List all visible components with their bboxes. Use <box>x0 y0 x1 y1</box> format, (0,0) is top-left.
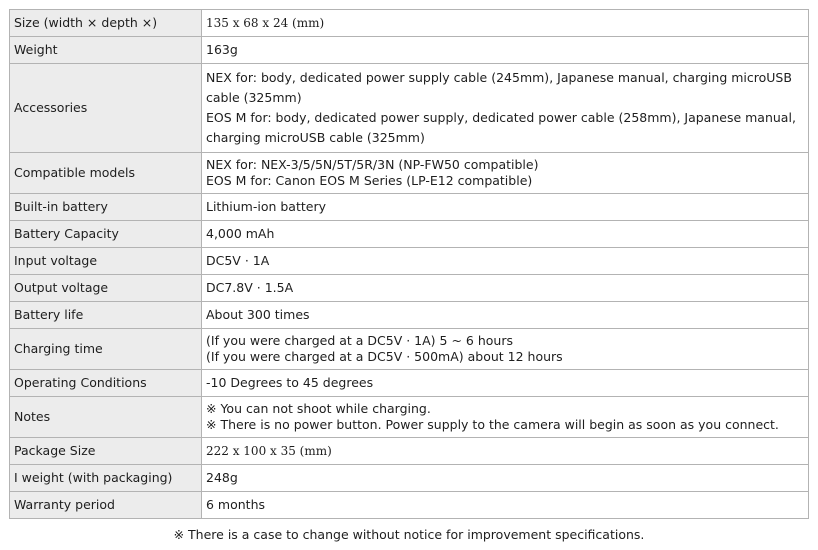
value-line: DC7.8V · 1.5A <box>206 280 294 295</box>
row-value-warranty-period <box>202 492 809 519</box>
table-row <box>10 438 809 465</box>
value-line: 163g <box>206 42 238 57</box>
value-line: 135 x 68 x 24 (mm) <box>206 16 325 30</box>
table-row <box>10 329 809 370</box>
row-value-battery-capacity <box>202 221 809 248</box>
row-value-battery-life <box>202 302 809 329</box>
row-value-package-size <box>202 438 809 465</box>
value-line: 222 x 100 x 35 (mm) <box>206 444 332 458</box>
row-label-size: Size (width × depth ×) <box>10 10 202 37</box>
row-label-package-size: Package Size <box>10 438 202 465</box>
row-label-packaged-weight: I weight (with packaging) <box>10 465 202 492</box>
row-label-built-in-battery: Built-in battery <box>10 194 202 221</box>
table-row <box>10 37 809 64</box>
row-value-packaged-weight <box>202 465 809 492</box>
footnote: ※ There is a case to change without notice for improvement specifications. <box>173 527 645 542</box>
row-value-compatible-models <box>202 153 809 194</box>
value-line: (If you were charged at a DC5V · 1A) 5 ~ 6 hours <box>206 333 513 348</box>
value-line: NEX for: NEX-3/5/5N/5T/5R/3N (NP-FW50 compatible) <box>206 157 539 172</box>
table-row <box>10 248 809 275</box>
value-line: Lithium-ion battery <box>206 199 326 214</box>
table-row <box>10 194 809 221</box>
table-row <box>10 10 809 37</box>
row-label-compatible-models: Compatible models <box>10 153 202 194</box>
row-label-weight: Weight <box>10 37 202 64</box>
spec-table <box>9 9 809 519</box>
value-line: (If you were charged at a DC5V · 500mA) about 12 hours <box>206 349 563 364</box>
row-label-warranty-period: Warranty period <box>10 492 202 519</box>
spec-table-container <box>9 9 809 519</box>
table-row <box>10 397 809 438</box>
value-line: EOS M for: Canon EOS M Series (LP-E12 compatible) <box>206 173 533 188</box>
row-value-weight <box>202 37 809 64</box>
row-value-built-in-battery <box>202 194 809 221</box>
table-row <box>10 465 809 492</box>
table-row <box>10 302 809 329</box>
table-row <box>10 153 809 194</box>
table-row <box>10 370 809 397</box>
value-line: NEX for: body, dedicated power supply cable (245mm), Japanese manual, charging microUSB cable (325mm) <box>206 70 792 105</box>
table-row <box>10 64 809 153</box>
row-label-output-voltage: Output voltage <box>10 275 202 302</box>
table-row <box>10 221 809 248</box>
row-value-size <box>202 10 809 37</box>
value-line: ※ There is no power button. Power supply to the camera will begin as soon as you connect. <box>206 417 779 432</box>
value-line: 248g <box>206 470 238 485</box>
row-label-battery-capacity: Battery Capacity <box>10 221 202 248</box>
row-value-charging-time <box>202 329 809 370</box>
row-label-notes: Notes <box>10 397 202 438</box>
row-value-notes <box>202 397 809 438</box>
row-value-output-voltage <box>202 275 809 302</box>
table-row <box>10 492 809 519</box>
row-value-input-voltage <box>202 248 809 275</box>
value-line: ※ You can not shoot while charging. <box>206 401 431 416</box>
row-label-input-voltage: Input voltage <box>10 248 202 275</box>
value-line: 6 months <box>206 497 266 512</box>
value-line: DC5V · 1A <box>206 253 270 268</box>
row-value-operating-conditions <box>202 370 809 397</box>
value-line: -10 Degrees to 45 degrees <box>206 375 374 390</box>
row-value-accessories <box>202 64 809 153</box>
value-line: EOS M for: body, dedicated power supply, dedicated power cable (258mm), Japanese manual, charging microUSB cable (325mm) <box>206 110 796 145</box>
value-line: About 300 times <box>206 307 310 322</box>
row-label-battery-life: Battery life <box>10 302 202 329</box>
row-label-accessories: Accessories <box>10 64 202 153</box>
value-line: 4,000 mAh <box>206 226 275 241</box>
row-label-charging-time: Charging time <box>10 329 202 370</box>
table-row <box>10 275 809 302</box>
row-label-operating-conditions: Operating Conditions <box>10 370 202 397</box>
